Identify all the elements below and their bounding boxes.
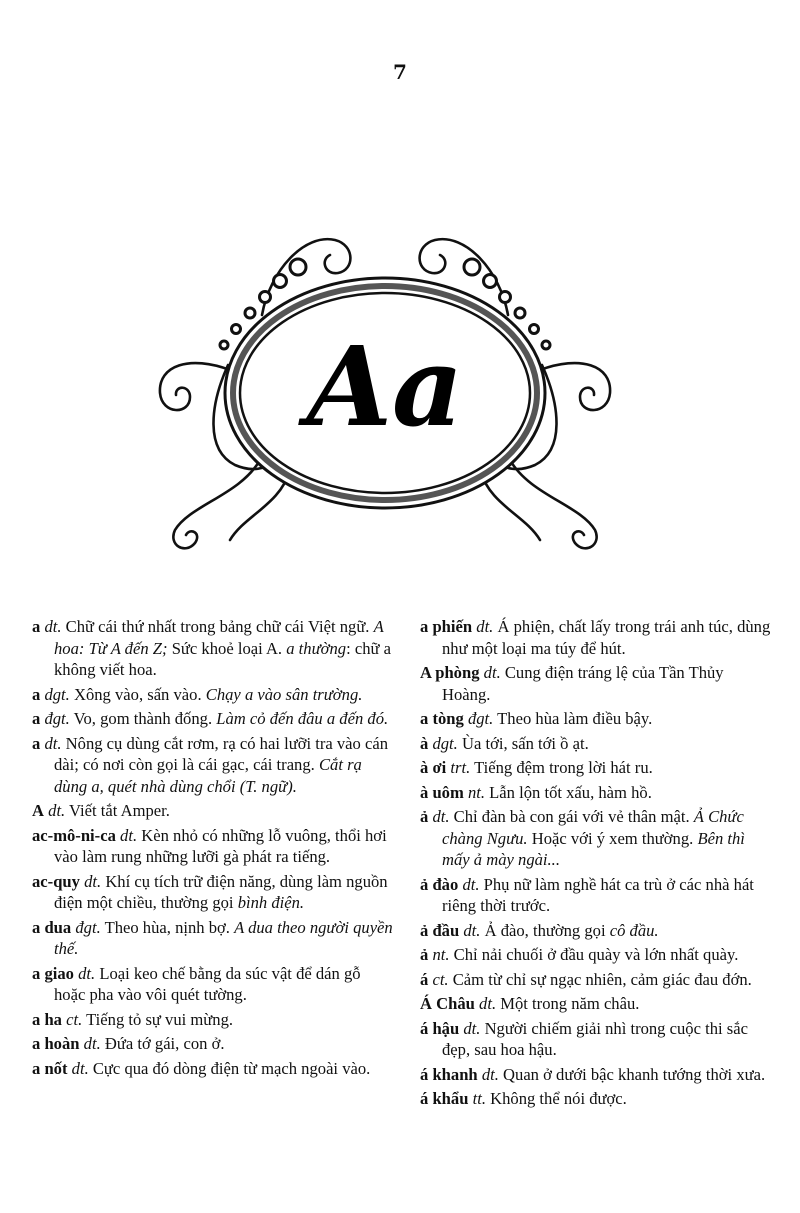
entry-part-of-speech: trt. bbox=[450, 758, 471, 777]
entry-part-of-speech: nt. bbox=[432, 945, 450, 964]
entry-part-of-speech: ct. bbox=[66, 1009, 83, 1029]
entry-definition: Quan ở dưới bậc khanh tướng thời xưa. bbox=[498, 1064, 766, 1084]
dictionary-columns bbox=[32, 616, 772, 1113]
entry-definition: Lẫn lộn tốt xấu, hàm hồ. bbox=[485, 782, 652, 802]
dictionary-entry bbox=[32, 616, 394, 681]
entry-part-of-speech: dt. bbox=[463, 1018, 481, 1038]
entry-headword: ả bbox=[420, 807, 429, 826]
dictionary-entry bbox=[420, 662, 772, 705]
entry-headword: à bbox=[420, 733, 429, 753]
entry-part-of-speech: dt. bbox=[84, 871, 102, 891]
entry-headword: a bbox=[32, 709, 41, 728]
entry-definition: Phụ nữ làm nghề hát ca trù ở các nhà hát riêng thời trước. bbox=[442, 874, 754, 915]
dictionary-entry bbox=[32, 733, 394, 798]
entry-definition: Loại keo chế bằng da súc vật để dán gỗ hoặc pha vào vôi quét tường. bbox=[54, 963, 361, 1004]
entry-part-of-speech: dt. bbox=[83, 1034, 101, 1053]
entry-headword: à ơi bbox=[420, 758, 447, 777]
entry-headword: ả đầu bbox=[420, 920, 460, 940]
dictionary-entry bbox=[32, 708, 394, 730]
entry-definition: Tiếng tỏ sự vui mừng. bbox=[82, 1009, 234, 1029]
entry-headword: a bbox=[32, 684, 41, 704]
entry-definition: Viết tắt Amper. bbox=[65, 801, 170, 820]
entry-part-of-speech: dt. bbox=[462, 874, 480, 894]
entry-example: A hoa: Từ A đến Z; bbox=[54, 617, 384, 658]
entry-example: Chạy a vào sân trường. bbox=[205, 684, 363, 704]
entry-headword: a bbox=[32, 617, 41, 636]
dictionary-entry bbox=[420, 993, 772, 1015]
dictionary-entry bbox=[32, 963, 394, 1006]
dictionary-entry bbox=[32, 1058, 394, 1080]
dictionary-entry bbox=[420, 1064, 772, 1086]
entry-definition: Chữ cái thứ nhất trong bảng chữ cái Việt ngữ. bbox=[61, 617, 374, 636]
entry-definition: Kèn nhỏ có những lỗ vuông, thổi hơi vào làm rung những lưỡi gà phát ra tiếng. bbox=[54, 825, 387, 866]
entry-headword: ac-quy bbox=[32, 871, 80, 891]
entry-headword: á khanh bbox=[420, 1064, 478, 1084]
entry-part-of-speech: dt. bbox=[71, 1058, 89, 1078]
dictionary-entry bbox=[420, 782, 772, 804]
entry-part-of-speech: dt. bbox=[432, 807, 450, 826]
dictionary-entry bbox=[420, 920, 772, 942]
entry-example: Bên thì mấy ả mày ngài... bbox=[442, 828, 745, 869]
entry-part-of-speech: dgt. bbox=[44, 684, 70, 704]
page-number: 7 bbox=[393, 60, 407, 84]
entry-part-of-speech: dt. bbox=[476, 617, 494, 636]
entry-headword: à uôm bbox=[420, 782, 464, 802]
entry-definition: Á phiện, chất lấy trong trái anh túc, dùng như một loại ma túy để hút. bbox=[442, 617, 771, 658]
entry-definition: Hoặc với ý xem thường. bbox=[527, 828, 698, 848]
entry-definition: Cung điện tráng lệ của Tần Thủy Hoàng. bbox=[442, 663, 724, 704]
entry-part-of-speech: đgt. bbox=[75, 917, 101, 937]
entry-example: A dua theo người quyền thế. bbox=[54, 917, 393, 958]
dictionary-entry bbox=[32, 684, 394, 706]
entry-definition: Không thể nói được. bbox=[485, 1089, 627, 1108]
dictionary-entry bbox=[32, 871, 394, 914]
ornament-frame-graphic bbox=[150, 215, 620, 560]
entry-definition: Khí cụ tích trữ điện năng, dùng làm nguồn điện một chiều, thường gọi bbox=[54, 871, 388, 912]
entry-headword: ả đào bbox=[420, 874, 459, 894]
entry-definition: Vo, gom thành đống. bbox=[69, 709, 217, 728]
entry-headword: Á Châu bbox=[420, 994, 475, 1013]
entry-definition: Chỉ đàn bà con gái với vẻ thân mật. bbox=[449, 807, 694, 826]
entry-part-of-speech: dgt. bbox=[432, 733, 458, 753]
dictionary-entry bbox=[32, 1033, 394, 1055]
entry-definition: Theo hùa, nịnh bợ. bbox=[100, 917, 235, 937]
entry-example: Làm cỏ đến đâu a đến đó. bbox=[216, 709, 389, 728]
entry-part-of-speech: đgt. bbox=[467, 709, 494, 728]
dictionary-entry bbox=[420, 733, 772, 755]
entry-example: Ả Chức chàng Ngưu. bbox=[442, 807, 744, 848]
entry-definition: Xông vào, sấn vào. bbox=[69, 684, 206, 704]
entry-definition: Người chiếm giải nhì trong cuộc thi sắc đẹp, sau hoa hậu. bbox=[442, 1018, 748, 1059]
dictionary-entry bbox=[420, 757, 772, 779]
entry-example: cô đầu. bbox=[609, 920, 659, 940]
entry-part-of-speech: dt. bbox=[479, 994, 497, 1013]
entry-definition: : chữ a không viết hoa. bbox=[54, 638, 392, 679]
entry-definition: Cực qua đó dòng điện từ mạch ngoài vào. bbox=[88, 1058, 371, 1078]
left-column bbox=[32, 616, 394, 1113]
entry-definition: Nông cụ dùng cắt rơm, rạ có hai lưỡi tra vào cán dài; có nơi còn gọi là cái gạc, cái trang. bbox=[54, 733, 389, 774]
dictionary-entry bbox=[420, 708, 772, 730]
dictionary-entry bbox=[420, 969, 772, 991]
letter-ornament bbox=[150, 215, 620, 560]
entry-headword: á khẩu bbox=[420, 1089, 469, 1108]
entry-part-of-speech: dt. bbox=[120, 825, 138, 845]
entry-part-of-speech: dt. bbox=[463, 920, 481, 940]
dictionary-entry bbox=[420, 806, 772, 871]
dictionary-entry bbox=[32, 917, 394, 960]
dictionary-entry bbox=[32, 825, 394, 868]
entry-headword: á bbox=[420, 969, 429, 989]
entry-definition: Tiếng đệm trong lời hát ru. bbox=[470, 758, 653, 777]
entry-headword: a nốt bbox=[32, 1058, 68, 1078]
entry-headword: ac-mô-ni-ca bbox=[32, 825, 116, 845]
entry-part-of-speech: ct. bbox=[432, 969, 449, 989]
entry-definition: Chỉ nải chuối ở đầu quày và lớn nhất quày. bbox=[449, 945, 739, 964]
dictionary-entry bbox=[420, 944, 772, 966]
entry-part-of-speech: đgt. bbox=[44, 709, 70, 728]
dictionary-entry bbox=[32, 1009, 394, 1031]
entry-definition: Đứa tớ gái, con ở. bbox=[100, 1034, 225, 1053]
entry-headword: A phòng bbox=[420, 663, 480, 682]
entry-example: bình điện. bbox=[237, 893, 305, 912]
entry-example: Cắt rạ dùng a, quét nhà dùng chổi (T. ngữ). bbox=[54, 755, 362, 796]
entry-part-of-speech: dt. bbox=[78, 963, 96, 983]
entry-headword: a bbox=[32, 733, 41, 753]
entry-definition: Ả đào, thường gọi bbox=[480, 920, 610, 940]
entry-part-of-speech: dt. bbox=[481, 1064, 499, 1084]
entry-part-of-speech: dt. bbox=[44, 617, 62, 636]
dictionary-entry bbox=[420, 874, 772, 917]
entry-definition: Sức khoẻ loại A. bbox=[167, 638, 287, 658]
entry-part-of-speech: dt. bbox=[48, 801, 66, 820]
entry-headword: á hậu bbox=[420, 1018, 460, 1038]
entry-definition: Ùa tới, sấn tới ồ ạt. bbox=[457, 733, 589, 753]
entry-headword: a tòng bbox=[420, 709, 464, 728]
dictionary-entry bbox=[420, 1018, 772, 1061]
ornament-letter: Aa bbox=[306, 322, 464, 451]
entry-part-of-speech: nt. bbox=[467, 782, 486, 802]
dictionary-entry bbox=[420, 1088, 772, 1110]
entry-definition: Một trong năm châu. bbox=[496, 994, 640, 1013]
entry-headword: a dua bbox=[32, 917, 72, 937]
right-column bbox=[420, 616, 772, 1113]
entry-example: a thường bbox=[286, 638, 347, 658]
entry-definition: Cảm từ chỉ sự ngạc nhiên, cảm giác đau đớn. bbox=[448, 969, 752, 989]
entry-headword: a giao bbox=[32, 963, 74, 983]
dictionary-entry bbox=[32, 800, 394, 822]
entry-headword: a ha bbox=[32, 1009, 62, 1029]
entry-headword: a phiến bbox=[420, 617, 473, 636]
entry-headword: A bbox=[32, 801, 44, 820]
dictionary-entry bbox=[420, 616, 772, 659]
entry-part-of-speech: dt. bbox=[483, 663, 501, 682]
entry-headword: ả bbox=[420, 945, 429, 964]
entry-definition: Theo hùa làm điều bậy. bbox=[493, 709, 653, 728]
entry-part-of-speech: dt. bbox=[44, 733, 62, 753]
entry-headword: a hoàn bbox=[32, 1034, 80, 1053]
entry-part-of-speech: tt. bbox=[472, 1089, 486, 1108]
